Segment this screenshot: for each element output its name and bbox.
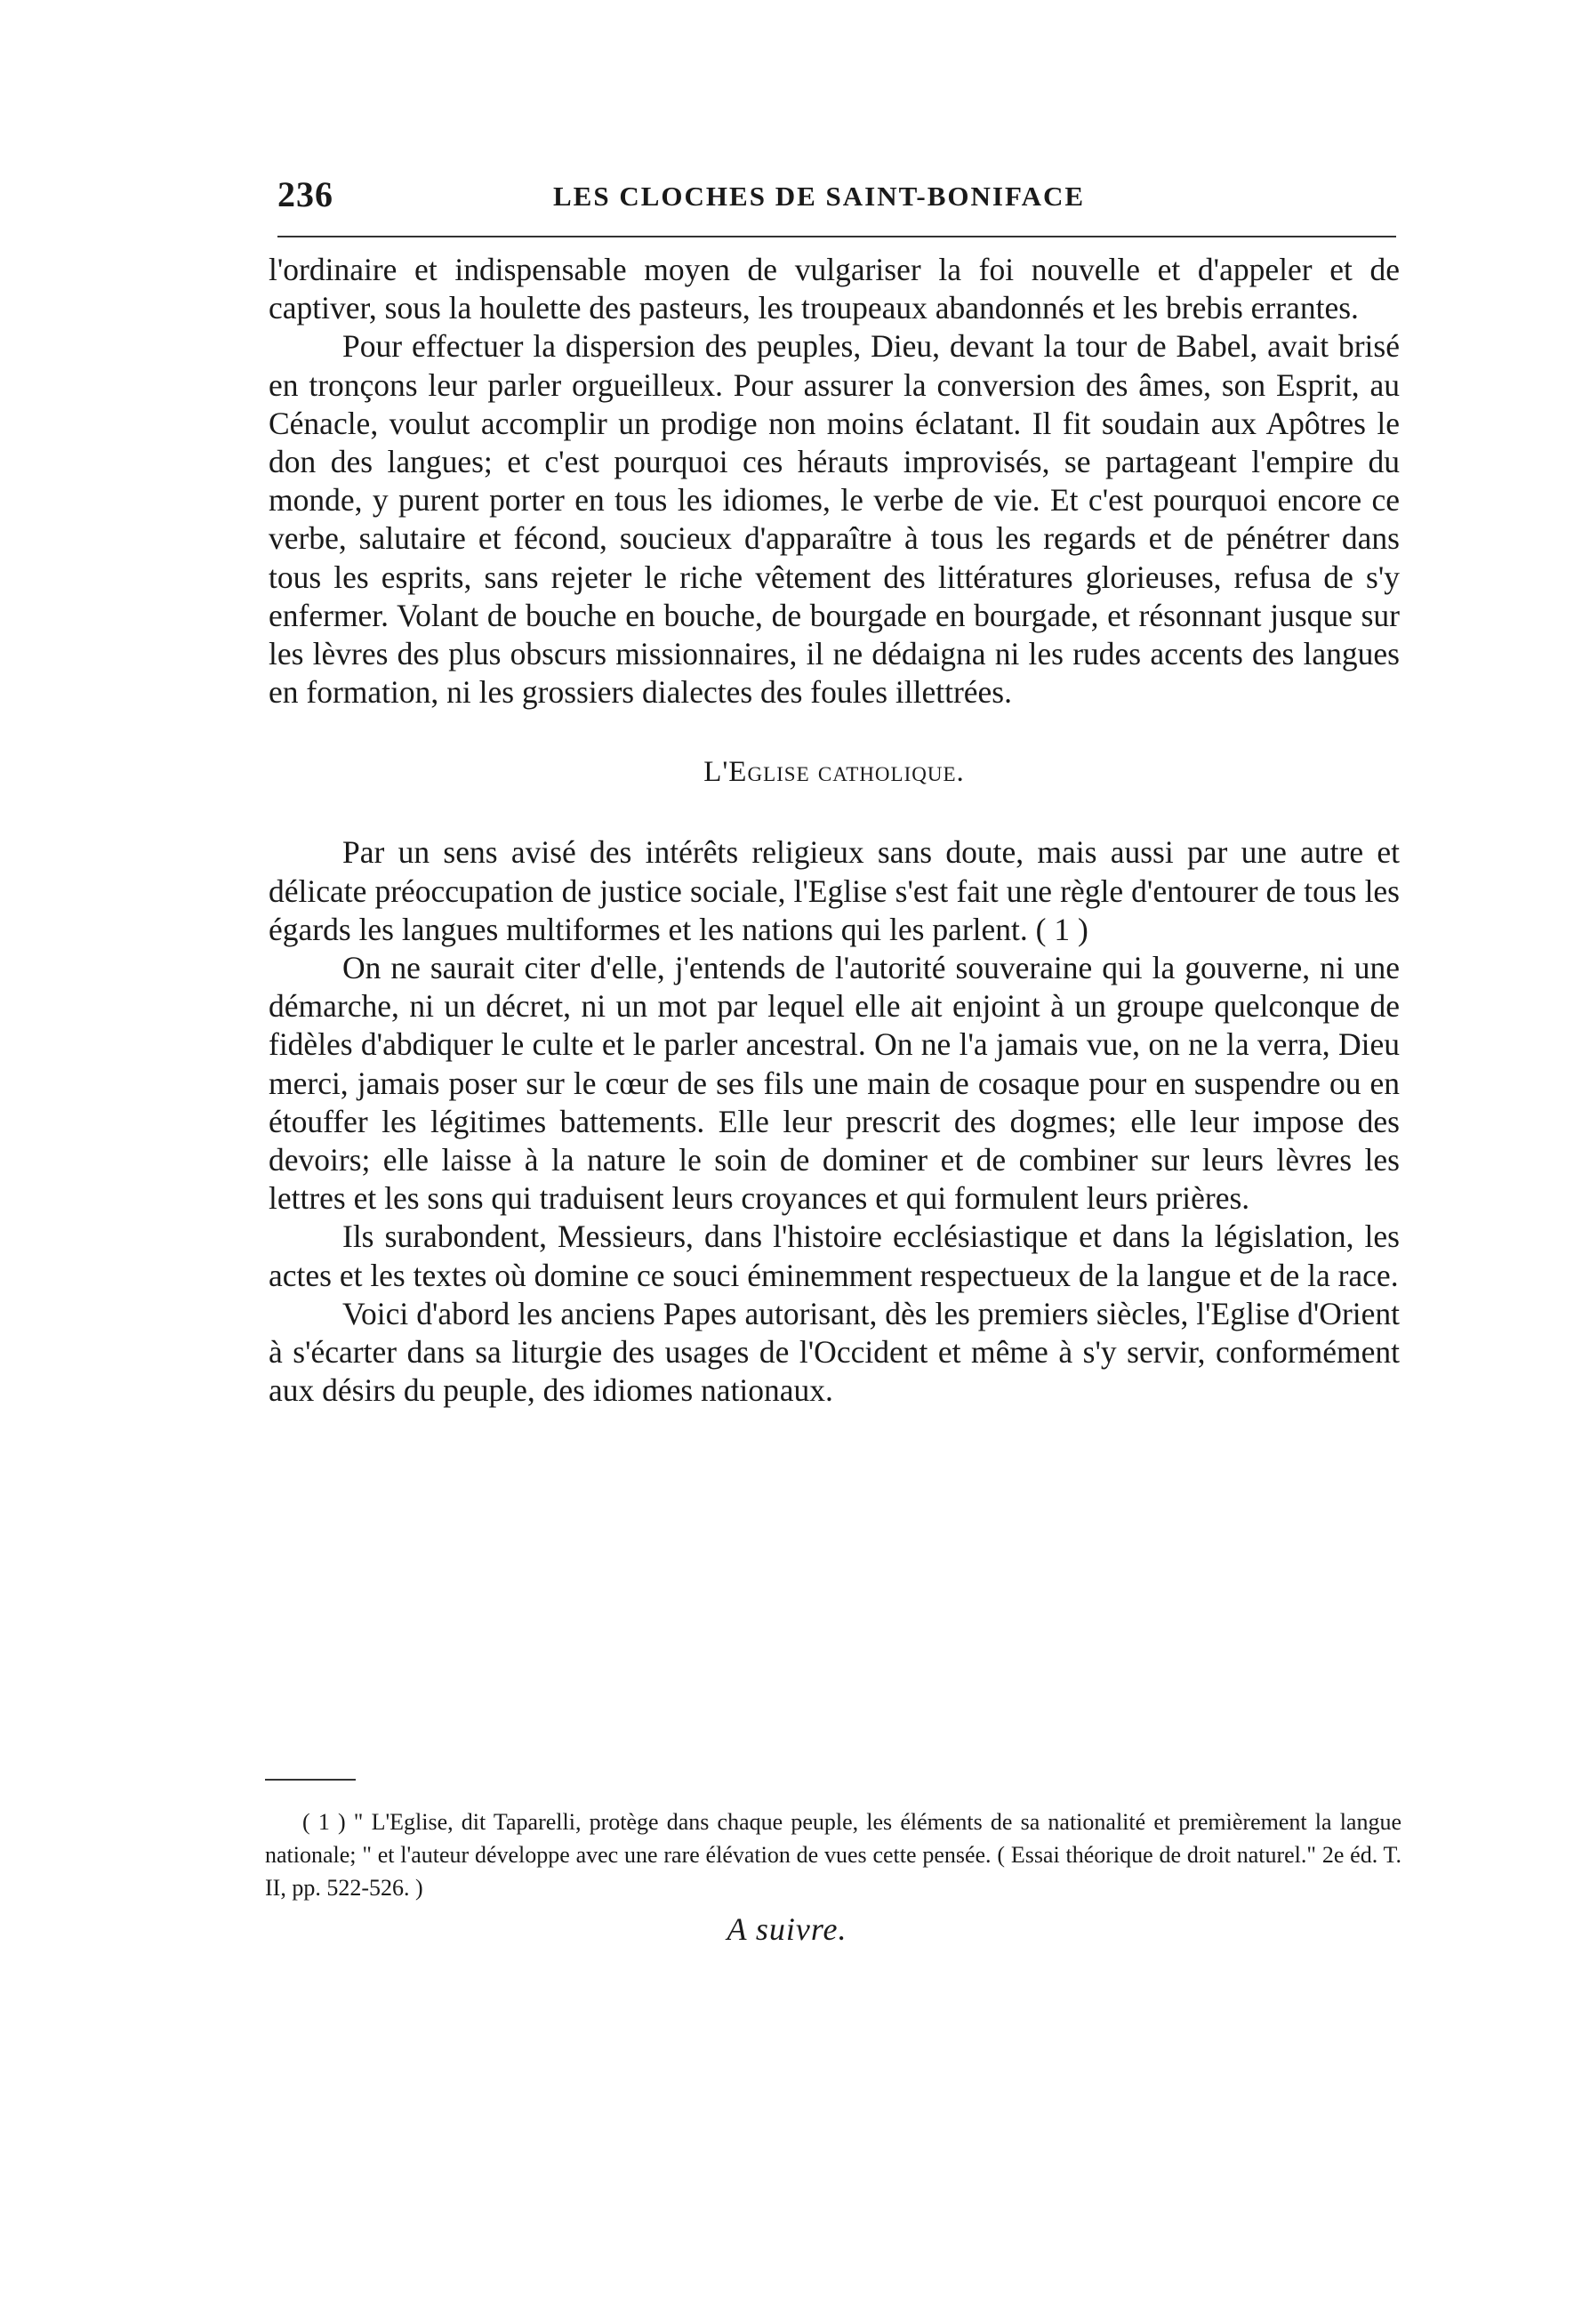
section-heading: L'Eglise catholique.	[703, 756, 965, 789]
footnote-rule	[265, 1779, 356, 1781]
footnote: ( 1 ) " L'Eglise, dit Taparelli, protège dans chaque peuple, les éléments de sa nationalité et premièrement la langue nationale; " et l'auteur développe avec une rare élévation de vues cette pensée. ( Essai théorique de droit naturel." 2e éd. T. II, pp. 522-526. )	[265, 1809, 1401, 1901]
header-rule	[277, 236, 1396, 237]
paragraph: Pour effectuer la dispersion des peuples, Dieu, devant la tour de Babel, avait brisé en tronçons leur parler orgueilleux. Pour assurer la conversion des âmes, son Esprit, au Cénacle, voulut accomplir un prodige non moins éclatant. Il fit soudain aux Apôtres le don des langues; et c'est pourquoi ces hérauts improvisés, se partageant l'empire du monde, y purent porter en tous les idiomes, le verbe de vie. Et c'est pourquoi encore ce verbe, salutaire et fécond, soucieux d'apparaître à tous les regards et de pénétrer dans tous les esprits, sans rejeter le riche vêtement des littératures glorieuses, refusa de s'y enfermer. Volant de bouche en bouche, de bourgade en bourgade, et résonnant jusque sur les lèvres des plus obscurs missionnaires, il ne dédaigna ni les rudes accents des langues en formation, ni les grossiers dialectes des foules illettrées.	[269, 328, 1400, 711]
paragraph: On ne saurait citer d'elle, j'entends de l'autorité souveraine qui la gouverne, ni une démarche, ni un décret, ni un mot par lequel elle ait enjoint à un groupe quelconque de fidèles d'abdiquer le culte et le parler ancestral. On ne l'a jamais vue, on ne la verra, Dieu merci, jamais poser sur le cœur de ses fils une main de cosaque pour en suspendre ou en étouffer les légitimes battements. Elle leur prescrit des dogmes; elle leur impose des devoirs; elle laisse à la nature le soin de dominer et de combiner sur leurs lèvres les lettres et les sons qui traduisent leurs croyances et qui formulent leurs prières.	[269, 950, 1400, 1217]
paragraph: Voici d'abord les anciens Papes autorisant, dès les premiers siècles, l'Eglise d'Orient à s'écarter dans sa liturgie des usages de l'Occident et même à s'y servir, conformément aux désirs du peuple, des idiomes nationaux.	[269, 1295, 1400, 1409]
paragraph: Ils surabondent, Messieurs, dans l'histoire ecclésiastique et dans la législation, les actes et les textes où domine ce souci éminemment respectueux de la langue et de la race.	[269, 1218, 1400, 1293]
page-header	[277, 173, 1393, 218]
page-body	[269, 251, 1400, 1410]
to-be-continued: A suivre.	[727, 1911, 847, 1947]
running-title: LES CLOCHES DE SAINT-BONIFACE	[553, 181, 1086, 212]
paragraph-continuation: l'ordinaire et indispensable moyen de vulgariser la foi nouvelle et d'appeler et de captiver, sous la houlette des pasteurs, les troupeaux abandonnés et les brebis errantes.	[269, 252, 1400, 326]
paragraph: Par un sens avisé des intérêts religieux sans doute, mais aussi par une autre et délicate préoccupation de justice sociale, l'Eglise s'est fait une règle d'entourer de tous les égards les langues multiformes et les nations qui les parlent. ( 1 )	[269, 834, 1400, 947]
page-number: 236	[277, 174, 333, 214]
